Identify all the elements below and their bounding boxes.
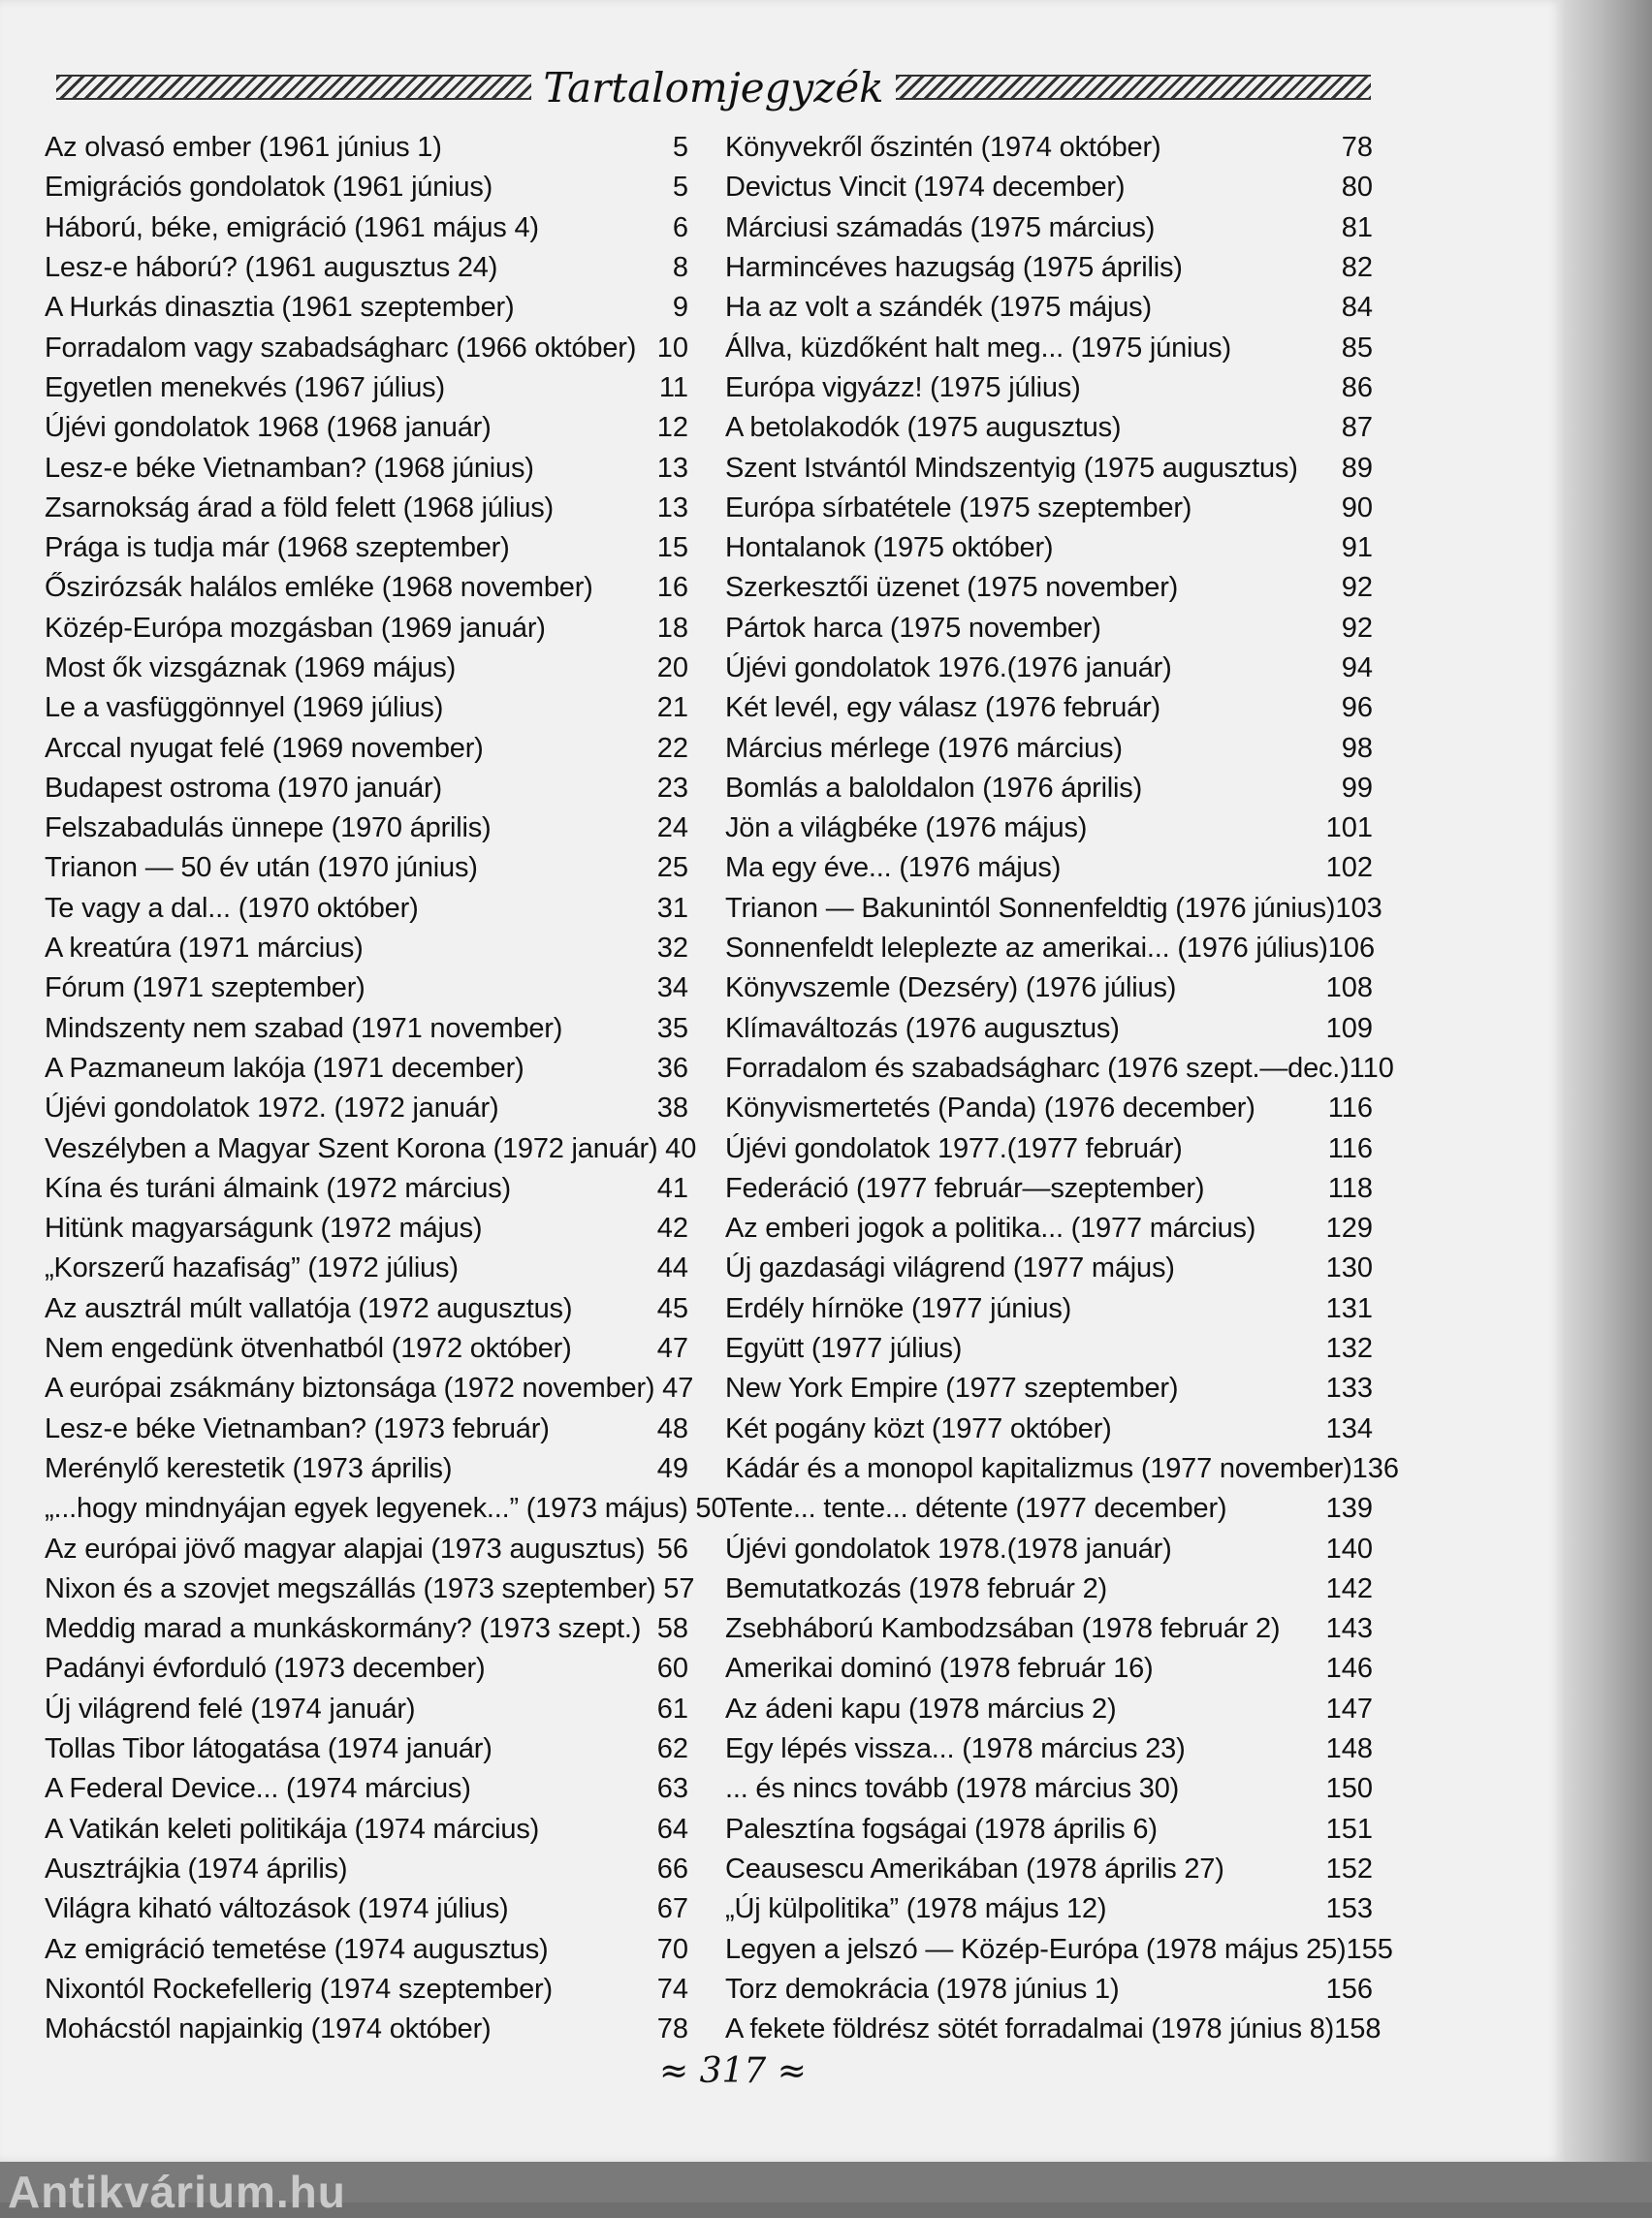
toc-entry-page: 118 (1327, 1172, 1373, 1204)
toc-entry-page: 133 (1325, 1373, 1373, 1405)
toc-entry-title: A kreatúra (1971 március) (45, 933, 364, 965)
toc-entry-page: 146 (1325, 1653, 1373, 1685)
toc-entry-title: Zsebháború Kambodzsában (1978 február 2) (725, 1613, 1281, 1645)
toc-entry-page: 56 (656, 1533, 688, 1565)
toc-entry-title: Újévi gondolatok 1976.(1976 január) (725, 652, 1172, 683)
toc-entry-title: Amerikai dominó (1978 február 16) (725, 1653, 1154, 1685)
toc-entry (45, 889, 688, 929)
toc-column-left (45, 128, 727, 2049)
toc-entry-page: 11 (658, 371, 688, 403)
toc-entry-page: 136 (1351, 1452, 1400, 1484)
toc-entry (45, 769, 688, 808)
toc-entry (725, 448, 1373, 488)
toc-entry-page: 96 (1341, 692, 1373, 724)
toc-entry (725, 1089, 1373, 1128)
toc-entry-title: Forradalom vagy szabadságharc (1966 október) (45, 332, 637, 364)
toc-entry-title: Te vagy a dal... (1970 október) (45, 892, 419, 924)
toc-entry-title: Újévi gondolatok 1978.(1978 január) (725, 1533, 1172, 1565)
toc-entry-title: Le a vasfüggönnyel (1969 július) (45, 692, 444, 724)
toc-entry-title: Felszabadulás ünnepe (1970 április) (45, 812, 492, 844)
toc-entry (725, 1369, 1373, 1409)
toc-entry (45, 288, 688, 328)
toc-entry-page: 70 (656, 1933, 688, 1965)
toc-entry-title: Mohácstól napjainkig (1974 október) (45, 2013, 492, 2045)
toc-entry (725, 848, 1373, 888)
toc-entry-title: Új gazdasági világrend (1977 május) (725, 1252, 1175, 1284)
toc-entry (45, 1009, 688, 1049)
toc-entry (45, 248, 688, 288)
toc-entry-page: 60 (656, 1653, 688, 1685)
toc-entry (725, 368, 1373, 408)
toc-entry (45, 168, 688, 207)
toc-entry (725, 1128, 1373, 1168)
toc-entry-title: Kína és turáni álmaink (1972 március) (45, 1172, 511, 1204)
toc-entry-title: Trianon — 50 év után (1970 június) (45, 852, 478, 884)
toc-entry-page: 91 (1341, 532, 1373, 564)
watermark: Antikvárium.hu (8, 2167, 346, 2217)
toc-entry-title: Fórum (1971 szeptember) (45, 972, 365, 1004)
toc-entry-page: 62 (656, 1733, 688, 1765)
toc-entry-page: 87 (1341, 412, 1373, 444)
toc-entry-page: 143 (1325, 1613, 1373, 1645)
toc-entry-title: Ha az volt a szándék (1975 május) (725, 292, 1152, 324)
toc-entry (45, 1449, 688, 1489)
toc-entry-page: 86 (1341, 371, 1373, 403)
toc-entry-title: Közép-Európa mozgásban (1969 január) (45, 612, 546, 644)
toc-entry-title: New York Empire (1977 szeptember) (725, 1373, 1179, 1405)
toc-entry-title: ... és nincs tovább (1978 március 30) (725, 1773, 1180, 1805)
toc-entry-title: Március mérlege (1976 március) (725, 732, 1123, 764)
toc-entry-page: 108 (1325, 972, 1373, 1004)
toc-entry-page: 92 (1341, 572, 1373, 604)
toc-entry-page: 57 (663, 1572, 695, 1604)
toc-entry-page: 130 (1325, 1252, 1373, 1284)
toc-entry (725, 1690, 1373, 1729)
toc-entry-title: Könyvekről őszintén (1974 október) (725, 132, 1161, 164)
toc-entry-title: Ma egy éve... (1976 május) (725, 852, 1062, 884)
toc-entry (45, 1529, 688, 1568)
toc-entry-title: Federáció (1977 február—szeptember) (725, 1172, 1205, 1204)
toc-entry (725, 2010, 1382, 2049)
toc-entry-title: Hontalanok (1975 október) (725, 532, 1054, 564)
toc-entry (45, 1649, 688, 1689)
toc-entry-title: Tente... tente... détente (1977 december) (725, 1493, 1227, 1525)
toc-entry (45, 929, 688, 968)
toc-entry-page: 103 (1335, 892, 1382, 924)
toc-entry-page: 116 (1327, 1132, 1373, 1164)
toc-entry-title: Palesztína fogságai (1978 április 6) (725, 1813, 1158, 1845)
toc-entry (45, 1089, 688, 1128)
toc-entry-title: Egyetlen menekvés (1967 július) (45, 371, 445, 403)
toc-entry-page: 12 (656, 412, 688, 444)
toc-entry-title: A betolakodók (1975 augusztus) (725, 412, 1122, 444)
toc-entry-title: Két levél, egy válasz (1976 február) (725, 692, 1160, 724)
toc-entry-page: 148 (1325, 1733, 1373, 1765)
toc-entry-page: 84 (1341, 292, 1373, 324)
header-ornament-left (56, 75, 531, 100)
toc-entry (725, 769, 1373, 808)
toc-entry (725, 528, 1373, 568)
toc-entry-title: Az ádeni kapu (1978 március 2) (725, 1693, 1117, 1725)
toc-entry-page: 13 (656, 491, 688, 523)
toc-entry (725, 1729, 1373, 1769)
toc-entry-page: 48 (656, 1412, 688, 1444)
toc-entry-title: Együtt (1977 július) (725, 1333, 963, 1365)
toc-entry-title: Nem engedünk ötvenhatból (1972 október) (45, 1333, 572, 1365)
toc-entry-page: 16 (656, 572, 688, 604)
toc-entry (725, 1609, 1373, 1649)
toc-entry-page: 23 (656, 772, 688, 804)
toc-entry-page: 15 (656, 532, 688, 564)
toc-entry-page: 5 (672, 132, 688, 164)
toc-entry-page: 110 (1349, 1052, 1394, 1084)
toc-entry (45, 848, 688, 888)
toc-entry-title: Újévi gondolatok 1968 (1968 január) (45, 412, 492, 444)
toc-entry (45, 1128, 697, 1168)
toc-entry-title: Világra kiható változások (1974 július) (45, 1893, 509, 1925)
toc-entry-page: 132 (1325, 1333, 1373, 1365)
toc-entry-page: 106 (1327, 933, 1376, 965)
toc-entry-title: „Korszerű hazafiság” (1972 július) (45, 1252, 459, 1284)
toc-entry-title: Legyen a jelszó — Közép-Európa (1978 május 25) (725, 1933, 1347, 1965)
toc-entry (725, 328, 1373, 367)
toc-entry-page: 101 (1325, 812, 1373, 844)
toc-entry-page: 42 (656, 1213, 688, 1245)
toc-entry-title: Harmincéves hazugság (1975 április) (725, 252, 1183, 284)
toc-entry-title: Hitünk magyarságunk (1972 május) (45, 1213, 483, 1245)
toc-entry-page: 139 (1325, 1493, 1373, 1525)
toc-entry-title: A Pazmaneum lakója (1971 december) (45, 1052, 524, 1084)
toc-entry (725, 1809, 1373, 1849)
toc-entry (45, 1809, 688, 1849)
toc-entry (725, 1049, 1394, 1089)
toc-entry-title: Bomlás a baloldalon (1976 április) (725, 772, 1143, 804)
toc-entry-page: 10 (656, 332, 688, 364)
toc-entry-page: 152 (1325, 1853, 1373, 1885)
toc-entry-page: 89 (1341, 452, 1373, 484)
toc-entry-page: 45 (656, 1292, 688, 1324)
toc-entry-title: Két pogány közt (1977 október) (725, 1412, 1112, 1444)
toc-entry-title: A európai zsákmány biztonsága (1972 november) (45, 1373, 655, 1405)
toc-entry-title: Merénylő kerestetik (1973 április) (45, 1452, 453, 1484)
toc-entry (725, 568, 1373, 608)
toc-entry-title: Trianon — Bakunintól Sonnenfeldtig (1976 június) (725, 892, 1336, 924)
toc-entry-page: 18 (656, 612, 688, 644)
toc-entry-page: 9 (672, 292, 688, 324)
toc-entry-page: 158 (1334, 2013, 1382, 2045)
toc-entry-title: Mindszenty nem szabad (1971 november) (45, 1012, 563, 1044)
toc-entry (45, 1850, 688, 1889)
toc-entry (45, 968, 688, 1008)
toc-entry-title: Pártok harca (1975 november) (725, 612, 1101, 644)
toc-entry-title: Szent Istvántól Mindszentyig (1975 augusztus) (725, 452, 1298, 484)
toc-entry-page: 78 (1341, 132, 1373, 164)
toc-entry (45, 568, 688, 608)
toc-entry-title: Meddig marad a munkáskormány? (1973 szept.) (45, 1613, 642, 1645)
toc-entry-page: 40 (665, 1132, 697, 1164)
toc-entry-page: 82 (1341, 252, 1373, 284)
toc-entry-title: Lesz-e béke Vietnamban? (1968 június) (45, 452, 534, 484)
toc-entry-title: Arccal nyugat felé (1969 november) (45, 732, 484, 764)
toc-entry-title: Devictus Vincit (1974 december) (725, 172, 1126, 204)
page-title: Tartalomjegyzék (543, 63, 884, 111)
toc-entry (45, 1369, 694, 1409)
toc-entry-page: 63 (656, 1773, 688, 1805)
toc-entry-title: Bemutatkozás (1978 február 2) (725, 1572, 1107, 1604)
toc-entry-title: Ausztrájkia (1974 április) (45, 1853, 348, 1885)
toc-entry-page: 116 (1327, 1093, 1373, 1125)
toc-entry-page: 44 (656, 1252, 688, 1284)
toc-entry-page: 66 (656, 1853, 688, 1885)
toc-entry-page: 24 (656, 812, 688, 844)
toc-entry (45, 1889, 688, 1929)
toc-entry (725, 1209, 1373, 1249)
toc-entry (725, 1649, 1373, 1689)
toc-entry (725, 168, 1373, 207)
toc-entry (725, 1769, 1373, 1809)
toc-entry-page: 25 (656, 852, 688, 884)
toc-entry-title: Állva, küzdőként halt meg... (1975 június) (725, 332, 1231, 364)
toc-entry (45, 208, 688, 248)
toc-entry-page: 156 (1325, 1973, 1373, 2005)
toc-entry-page: 90 (1341, 491, 1373, 523)
toc-entry (725, 1529, 1373, 1568)
toc-entry-title: „Új külpolitika” (1978 május 12) (725, 1893, 1107, 1925)
toc-entry-page: 131 (1325, 1292, 1373, 1324)
toc-entry (725, 1249, 1373, 1288)
toc-entry-title: A Hurkás dinasztia (1961 szeptember) (45, 292, 515, 324)
toc-entry (45, 1410, 688, 1449)
toc-entry-page: 81 (1341, 211, 1373, 243)
toc-entry-title: A Vatikán keleti politikája (1974 március) (45, 1813, 540, 1845)
toc-entry (45, 1169, 688, 1209)
toc-entry-title: Erdély hírnöke (1977 június) (725, 1292, 1072, 1324)
toc-entry-title: Veszélyben a Magyar Szent Korona (1972 január) (45, 1132, 658, 1164)
toc-entry-title: Nixontól Rockefellerig (1974 szeptember) (45, 1973, 553, 2005)
toc-entry (45, 1729, 688, 1769)
toc-entry-page: 155 (1346, 1933, 1393, 1965)
toc-entry-title: Jön a világbéke (1976 május) (725, 812, 1088, 844)
toc-entry-page: 140 (1325, 1533, 1373, 1565)
toc-entry (45, 1970, 688, 2010)
toc-entry-page: 8 (672, 252, 688, 284)
toc-entry (45, 649, 688, 688)
toc-entry (45, 1609, 688, 1649)
toc-entry (45, 609, 688, 649)
toc-entry (725, 688, 1373, 728)
toc-entry-page: 129 (1325, 1213, 1373, 1245)
toc-entry (45, 448, 688, 488)
toc-entry (45, 1769, 688, 1809)
toc-entry-page: 142 (1325, 1572, 1373, 1604)
toc-entry-title: Kádár és a monopol kapitalizmus (1977 november) (725, 1452, 1352, 1484)
toc-entry-title: Szerkesztői üzenet (1975 november) (725, 572, 1179, 604)
toc-entry-page: 98 (1341, 732, 1373, 764)
toc-entry-page: 153 (1325, 1893, 1373, 1925)
toc-entry-title: Zsarnokság árad a föld felett (1968 július) (45, 491, 554, 523)
toc-entry (725, 1929, 1393, 1969)
toc-entry-title: Az emberi jogok a politika... (1977 március) (725, 1213, 1256, 1245)
toc-entry-title: Budapest ostroma (1970 január) (45, 772, 442, 804)
toc-entry-page: 41 (656, 1172, 688, 1204)
toc-entry-title: Padányi évforduló (1973 december) (45, 1653, 486, 1685)
header-ornament-right (896, 75, 1371, 100)
toc-entry-page: 67 (656, 1893, 688, 1925)
toc-entry-page: 38 (656, 1093, 688, 1125)
toc-entry-page: 64 (656, 1813, 688, 1845)
page-header (48, 58, 1379, 116)
toc-entry-title: Nixon és a szovjet megszállás (1973 szeptember) (45, 1572, 656, 1604)
toc-entry-page: 151 (1325, 1813, 1373, 1845)
toc-entry (45, 1569, 695, 1609)
toc-entry-page: 102 (1325, 852, 1373, 884)
toc-entry (45, 489, 688, 528)
toc-entry-title: Könyvszemle (Dezséry) (1976 július) (725, 972, 1177, 1004)
toc-entry-title: Egy lépés vissza... (1978 március 23) (725, 1733, 1186, 1765)
toc-entry (725, 1449, 1400, 1489)
toc-entry-page: 6 (672, 211, 688, 243)
toc-entry-page: 85 (1341, 332, 1373, 364)
toc-entry-page: 80 (1341, 172, 1373, 204)
toc-entry-title: A Federal Device... (1974 március) (45, 1773, 471, 1805)
toc-entry (45, 1209, 688, 1249)
toc-entry-page: 36 (656, 1052, 688, 1084)
toc-entry (45, 528, 688, 568)
toc-entry-title: Lesz-e béke Vietnamban? (1973 február) (45, 1412, 550, 1444)
toc-entry-page: 134 (1325, 1412, 1373, 1444)
toc-entry-title: Tollas Tibor látogatása (1974 január) (45, 1733, 492, 1765)
toc-entry-page: 150 (1325, 1773, 1373, 1805)
toc-entry (725, 489, 1373, 528)
toc-entry (725, 1009, 1373, 1049)
toc-entry (725, 609, 1373, 649)
toc-entry (725, 808, 1373, 848)
toc-entry-page: 21 (656, 692, 688, 724)
toc-entry-page: 78 (656, 2013, 688, 2045)
toc-entry (725, 1850, 1373, 1889)
page-edge (1563, 0, 1652, 2202)
toc-entry-page: 34 (656, 972, 688, 1004)
toc-entry-page: 49 (656, 1452, 688, 1484)
toc-entry (45, 1329, 688, 1369)
toc-entry (725, 288, 1373, 328)
toc-entry (725, 208, 1373, 248)
page-number: ≈ 317 ≈ (659, 2051, 807, 2091)
toc-entry-page: 13 (656, 452, 688, 484)
toc-entry-title: Az emigráció temetése (1974 augusztus) (45, 1933, 549, 1965)
toc-entry-title: Torz demokrácia (1978 június 1) (725, 1973, 1120, 2005)
toc-entry (725, 408, 1373, 448)
toc-entry (725, 1489, 1373, 1529)
toc-entry-title: Az európai jövő magyar alapjai (1973 augusztus) (45, 1533, 646, 1565)
toc-entry (45, 328, 688, 367)
toc-entry (725, 1169, 1373, 1209)
toc-entry (45, 1249, 688, 1288)
toc-entry (45, 1929, 688, 1969)
toc-entry (725, 1410, 1373, 1449)
toc-entry-title: Forradalom és szabadságharc (1976 szept.—dec.) (725, 1052, 1350, 1084)
toc-entry-title: Prága is tudja már (1968 szeptember) (45, 532, 510, 564)
toc-entry-page: 35 (656, 1012, 688, 1044)
toc-entry-title: Újévi gondolatok 1972. (1972 január) (45, 1093, 499, 1125)
toc-entry-page: 99 (1341, 772, 1373, 804)
toc-entry-title: Új világrend felé (1974 január) (45, 1693, 416, 1725)
toc-entry-page: 22 (656, 732, 688, 764)
toc-entry-page: 61 (656, 1693, 688, 1725)
toc-entry (45, 1489, 727, 1529)
toc-entry (45, 2010, 688, 2049)
toc-entry-title: Az ausztrál múlt vallatója (1972 augusztus) (45, 1292, 573, 1324)
toc-entry (45, 408, 688, 448)
toc-entry-page: 50 (695, 1493, 727, 1525)
toc-entry-title: Az olvasó ember (1961 június 1) (45, 132, 442, 164)
toc-entry (725, 1970, 1373, 2010)
toc-entry (45, 1289, 688, 1329)
toc-entry-title: Európa sírbatétele (1975 szeptember) (725, 491, 1192, 523)
toc-entry-page: 109 (1325, 1012, 1373, 1044)
toc-entry (725, 728, 1373, 768)
toc-entry-title: Európa vigyázz! (1975 július) (725, 371, 1081, 403)
toc-entry-title: Háború, béke, emigráció (1961 május 4) (45, 211, 539, 243)
toc-entry-page: 47 (662, 1373, 694, 1405)
toc-entry (725, 649, 1373, 688)
toc-entry-page: 92 (1341, 612, 1373, 644)
toc-entry-title: A fekete földrész sötét forradalmai (1978 június 8) (725, 2013, 1335, 2045)
toc-entry-page: 147 (1325, 1693, 1373, 1725)
toc-entry-title: Könyvismertetés (Panda) (1976 december) (725, 1093, 1255, 1125)
toc-entry (725, 889, 1382, 929)
toc-entry (725, 1289, 1373, 1329)
toc-entry (725, 1569, 1373, 1609)
toc-entry (45, 808, 688, 848)
toc-entry (45, 688, 688, 728)
toc-entry-title: „...hogy mindnyájan egyek legyenek...” (1973 május) (45, 1493, 688, 1525)
toc-entry-title: Ceausescu Amerikában (1978 április 27) (725, 1853, 1224, 1885)
toc-column-right (725, 128, 1400, 2049)
toc-entry-page: 31 (656, 892, 688, 924)
toc-entry-page: 74 (656, 1973, 688, 2005)
toc-entry (725, 128, 1373, 168)
toc-entry-page: 5 (672, 172, 688, 204)
toc-entry (45, 128, 688, 168)
toc-entry-title: Sonnenfeldt leleplezte az amerikai... (1976 július) (725, 933, 1328, 965)
toc-entry (45, 368, 688, 408)
toc-entry-title: Őszirózsák halálos emléke (1968 november) (45, 572, 593, 604)
toc-entry (725, 1889, 1373, 1929)
toc-entry (725, 248, 1373, 288)
toc-entry-page: 32 (656, 933, 688, 965)
toc-entry (45, 728, 688, 768)
toc-entry-page: 20 (656, 652, 688, 683)
toc-entry-title: Újévi gondolatok 1977.(1977 február) (725, 1132, 1183, 1164)
toc-entry (45, 1049, 688, 1089)
toc-entry-title: Klímaváltozás (1976 augusztus) (725, 1012, 1120, 1044)
toc-entry-page: 47 (656, 1333, 688, 1365)
toc-entry-title: Lesz-e háború? (1961 augusztus 24) (45, 252, 498, 284)
toc-entry (725, 1329, 1373, 1369)
toc-entry-title: Emigrációs gondolatok (1961 június) (45, 172, 493, 204)
toc-entry (45, 1690, 688, 1729)
toc-entry (725, 968, 1373, 1008)
toc-entry-title: Márciusi számadás (1975 március) (725, 211, 1156, 243)
toc-entry (725, 929, 1376, 968)
toc-entry-page: 94 (1341, 652, 1373, 683)
toc-entry-page: 58 (656, 1613, 688, 1645)
toc-entry-title: Most ők vizsgáznak (1969 május) (45, 652, 457, 683)
